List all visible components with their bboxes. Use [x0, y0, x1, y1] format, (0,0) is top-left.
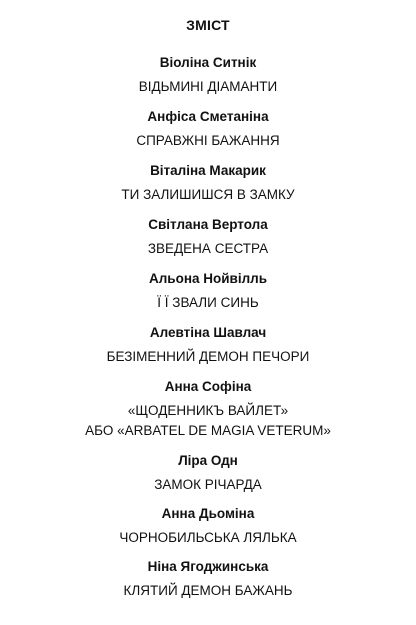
entry-story-title: ЧОРНОБИЛЬСЬКА ЛЯЛЬКА	[119, 530, 297, 545]
entry-story-title: Ї Ї ЗВАЛИ СИНЬ	[157, 295, 259, 310]
entry-story-title: ТИ ЗАЛИШИШСЯ В ЗАМКУ	[121, 187, 295, 202]
entry-story-title: ЗАМОК РІЧАРДА	[154, 477, 262, 492]
toc-entry	[0, 270, 416, 312]
entry-author: Алевтіна Шавлач	[149, 325, 267, 340]
entry-author: Альона Нойвілль	[148, 271, 268, 286]
toc-entry	[0, 54, 416, 96]
entry-author: Ліра Одн	[178, 453, 238, 468]
toc-entry	[0, 378, 416, 440]
entry-story-title: СПРАВЖНІ БАЖАННЯ	[136, 133, 280, 148]
entry-story-title: КЛЯТИЙ ДЕМОН БАЖАНЬ	[123, 583, 293, 598]
toc-entry	[0, 505, 416, 547]
entry-author: Віталіна Макарик	[150, 163, 266, 178]
entry-author: Ніна Ягоджинська	[147, 559, 269, 574]
entry-story-title: БЕЗІМЕННИЙ ДЕМОН ПЕЧОРИ	[106, 349, 310, 364]
entry-author: Віоліна Ситнік	[159, 55, 257, 70]
toc-title: ЗМІСТ	[186, 17, 230, 33]
entry-story-title: ВІДЬМИНІ ДІАМАНТИ	[138, 79, 278, 94]
entry-author: Анна Софіна	[164, 379, 252, 394]
entry-author: Анфіса Сметаніна	[147, 109, 269, 124]
toc-entry	[0, 452, 416, 494]
entry-story-subtitle: АБО «ARBATEL DE MAGIA VETERUM»	[85, 423, 331, 438]
toc-entry	[0, 558, 416, 600]
entry-author: Світлана Вертола	[148, 217, 268, 232]
toc-entry	[0, 162, 416, 204]
entry-author: Анна Дьоміна	[161, 506, 255, 521]
entry-story-title: ЗВЕДЕНА СЕСТРА	[147, 241, 269, 256]
toc-entry	[0, 216, 416, 258]
toc-entry	[0, 324, 416, 366]
entry-story-title: «ЩОДЕННИКЪ ВАЙЛЕТ»	[127, 403, 289, 418]
toc-entry	[0, 108, 416, 150]
